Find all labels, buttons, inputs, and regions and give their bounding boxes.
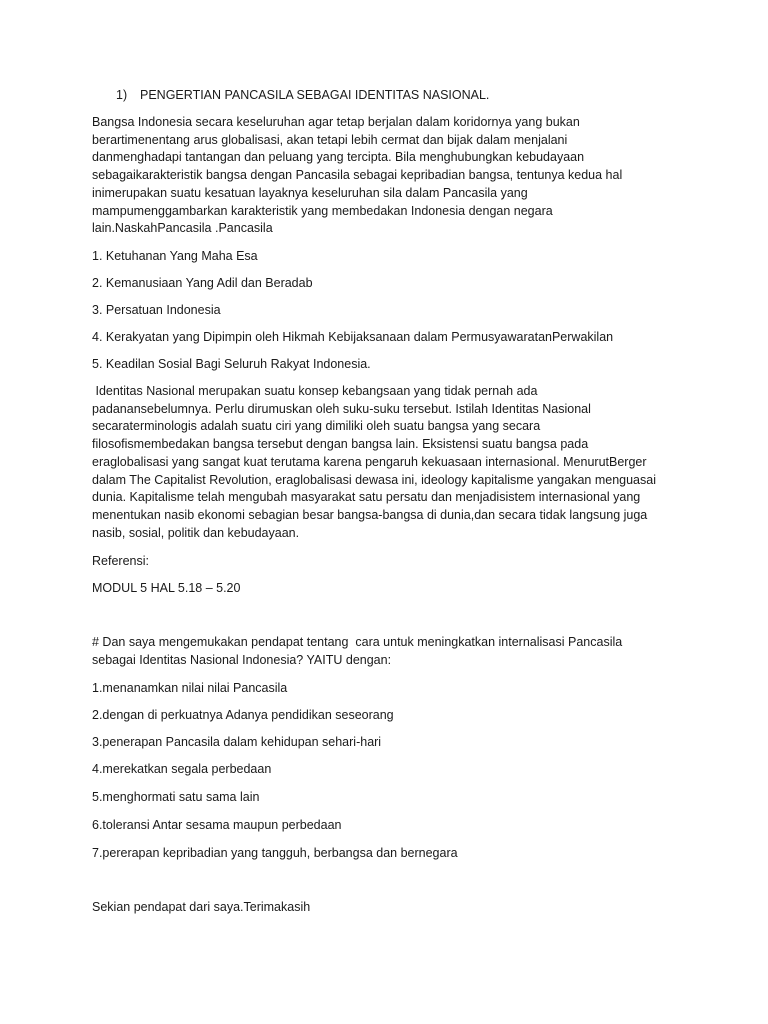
paragraph-line: sebagai Identitas Nasional Indonesia? YAITU dengan:: [92, 652, 392, 667]
paragraph-line: danmenghadapi tantangan dan peluang yang tercipta. Bila menghubungkan kebudayaan: [92, 150, 585, 165]
paragraph-line: Bangsa Indonesia secara keseluruhan agar tetap berjalan dalam koridornya yang bukan: [92, 115, 580, 129]
paragraph-line: dalam The Capitalist Revolution, eraglobalisasi dewasa ini, ideology kapitalisme yangakan menguasai: [92, 472, 656, 487]
section-heading: [116, 87, 489, 104]
closing-text: Sekian pendapat dari saya.Terimakasih: [92, 900, 311, 914]
heading-text: PENGERTIAN PANCASILA SEBAGAI IDENTITAS NASIONAL.: [140, 88, 490, 102]
sila-item: 1. Ketuhanan Yang Maha Esa: [92, 249, 258, 263]
paragraph-line: lain.NaskahPancasila .Pancasila: [92, 221, 273, 236]
referensi-label: Referensi:: [92, 554, 149, 568]
cara-item: 7.pererapan kepribadian yang tangguh, berbangsa dan bernegara: [92, 846, 458, 860]
paragraph-identitas-nasional: [92, 383, 682, 542]
paragraph-line: dunia. Kapitalisme telah mengubah masyarakat satu persatu dan menjadisistem internasional yang: [92, 490, 641, 505]
paragraph-line: filosofismembedakan bangsa tersebut dengan bangsa lain. Eksistensi suatu bangsa pada: [92, 437, 589, 452]
paragraph-pendapat: [92, 634, 682, 669]
referensi-value: MODUL 5 HAL 5.18 – 5.20: [92, 581, 241, 595]
sila-item: 4. Kerakyatan yang Dipimpin oleh Hikmah Kebijaksanaan dalam PermusyawaratanPerwakilan: [92, 330, 614, 344]
sila-item: 2. Kemanusiaan Yang Adil dan Beradab: [92, 276, 313, 290]
paragraph-line: Identitas Nasional merupakan suatu konsep kebangsaan yang tidak pernah ada: [92, 384, 538, 398]
paragraph-line: berartimenentang arus globalisasi, akan tetapi lebih cermat dan bijak dalam menjalani: [92, 132, 568, 147]
paragraph-line: # Dan saya mengemukakan pendapat tentang cara untuk meningkatkan internalisasi Pancasila: [92, 635, 623, 649]
paragraph-pengertian: [92, 114, 682, 238]
paragraph-line: eraglobalisasi yang sangat kuat terutama karena pengaruh kekuasaan internasional. MenurutBerger: [92, 454, 647, 469]
cara-item: 2.dengan di perkuatnya Adanya pendidikan seseorang: [92, 708, 394, 722]
sila-item: 5. Keadilan Sosial Bagi Seluruh Rakyat Indonesia.: [92, 357, 371, 371]
paragraph-line: sebagaikarakteristik bangsa dengan Pancasila sebagai kepribadian bangsa, tentunya kedua hal: [92, 168, 623, 183]
cara-item: 3.penerapan Pancasila dalam kehidupan sehari-hari: [92, 735, 382, 749]
paragraph-line: inimerupakan suatu kesatuan layaknya keseluruhan sila dalam Pancasila yang: [92, 185, 528, 200]
paragraph-line: padanansebelumnya. Perlu dirumuskan oleh suku-suku tersebut. Istilah Identitas Nasional: [92, 401, 591, 416]
paragraph-line: nasib, sosial, politik dan kebudayaan.: [92, 525, 300, 540]
cara-item: 4.merekatkan segala perbedaan: [92, 762, 272, 776]
paragraph-line: secaraterminologis adalah suatu ciri yang dimiliki oleh suatu bangsa yang secara: [92, 419, 541, 434]
cara-item: 6.toleransi Antar sesama maupun perbedaan: [92, 818, 342, 832]
paragraph-line: mampumenggambarkan karakteristik yang membedakan Indonesia dengan negara: [92, 203, 553, 218]
paragraph-line: menentukan nasib ekonomi sebagian besar bangsa-bangsa di dunia,dan secara tidak langsung juga: [92, 507, 648, 522]
sila-item: 3. Persatuan Indonesia: [92, 303, 221, 317]
cara-item: 1.menanamkan nilai nilai Pancasila: [92, 681, 288, 695]
heading-number: 1): [116, 88, 128, 102]
cara-item: 5.menghormati satu sama lain: [92, 790, 260, 804]
